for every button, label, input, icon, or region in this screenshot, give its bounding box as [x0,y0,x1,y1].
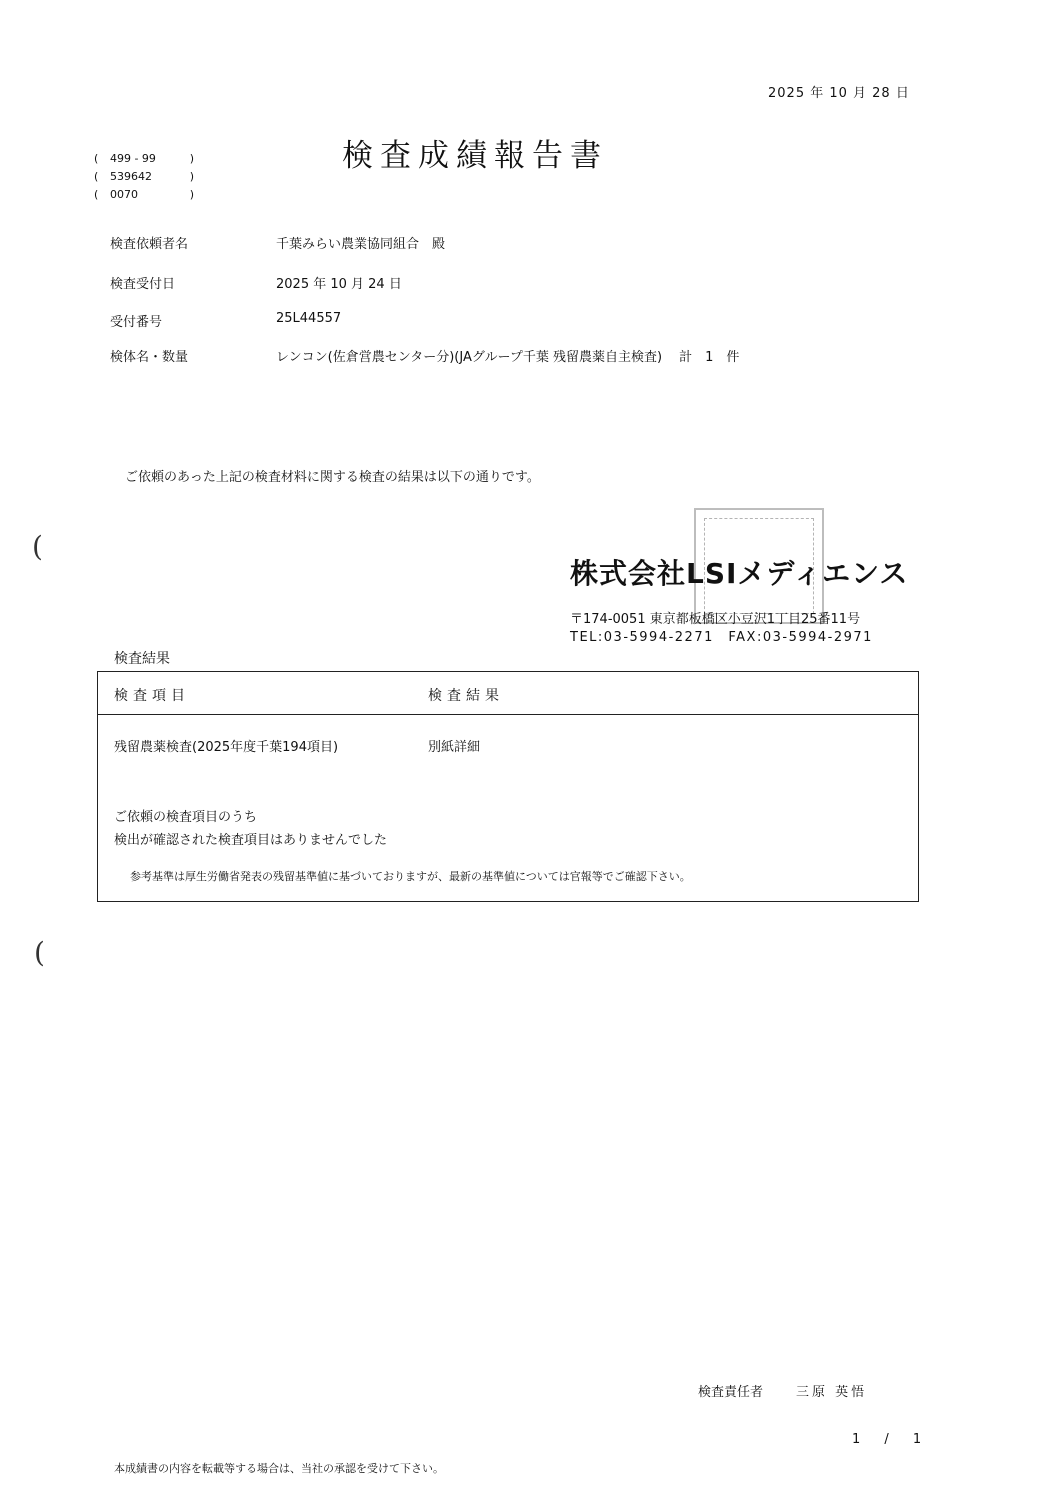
results-table [97,671,919,902]
requester-label: 検査依頼者名 [110,237,189,252]
punch-hole-mark: ( [32,530,43,563]
report-date: 2025 年 10 月 28 日 [768,86,910,101]
company-name: 株式会社LSIメディエンス [570,557,909,590]
punch-hole-mark: ( [34,936,45,969]
code-open: ( [94,188,99,201]
results-section-label: 検査結果 [114,651,170,667]
received-date-label: 検査受付日 [110,277,176,292]
intro-text: ご依頼のあった上記の検査材料に関する検査の結果は以下の通りです。 [125,470,540,485]
reference-code-row [94,168,194,186]
code-value: 0070 [109,188,138,201]
code-value: 499 - 99 [109,152,156,165]
receipt-number-value: 25L44557 [276,311,342,326]
code-open: ( [94,170,99,183]
code-open: ( [94,152,99,165]
company-phone: TEL:03-5994-2271 FAX:03-5994-2971 [570,630,873,645]
inspector-label: 検査責任者 [698,1385,764,1400]
reference-code-row [94,150,194,168]
page-number: 1 / 1 [852,1432,932,1447]
code-close: ) [189,188,194,201]
reference-standard-note: 参考基準は厚生労働省発表の残留基準値に基づいておりますが、最新の基準値については官報等でご確認下さい。 [130,870,691,883]
reference-codes [94,150,194,204]
results-header [98,672,918,715]
test-result: 別紙詳細 [428,740,481,755]
reference-code-row [94,186,194,204]
sample-label: 検体名・数量 [110,350,189,365]
footer-notice: 本成績書の内容を転載等する場合は、当社の承認を受けて下さい。 [114,1462,444,1475]
company-address: 〒174-0051 東京都板橋区小豆沢1丁目25番11号 [570,612,861,627]
header-test-item: 検査項目 [114,688,190,704]
inspector-name: 三原 英悟 [796,1385,868,1400]
received-date-value: 2025 年 10 月 24 日 [276,277,402,292]
receipt-number-label: 受付番号 [110,315,163,330]
document-title: 検査成績報告書 [342,138,608,174]
results-note-line1: ご依頼の検査項目のうち [114,810,258,825]
results-note-line2: 検出が確認された検査項目はありませんでした [114,833,388,848]
sample-value: レンコン(佐倉営農センター分)(JAグループ千葉 残留農薬自主検査) 計 1 件 [276,350,740,365]
test-item: 残留農薬検査(2025年度千葉194項目) [114,740,339,755]
code-close: ) [189,152,194,165]
code-value: 539642 [109,170,152,183]
requester-value: 千葉みらい農業協同組合 殿 [276,237,446,252]
header-test-result: 検査結果 [428,688,504,704]
code-close: ) [189,170,194,183]
